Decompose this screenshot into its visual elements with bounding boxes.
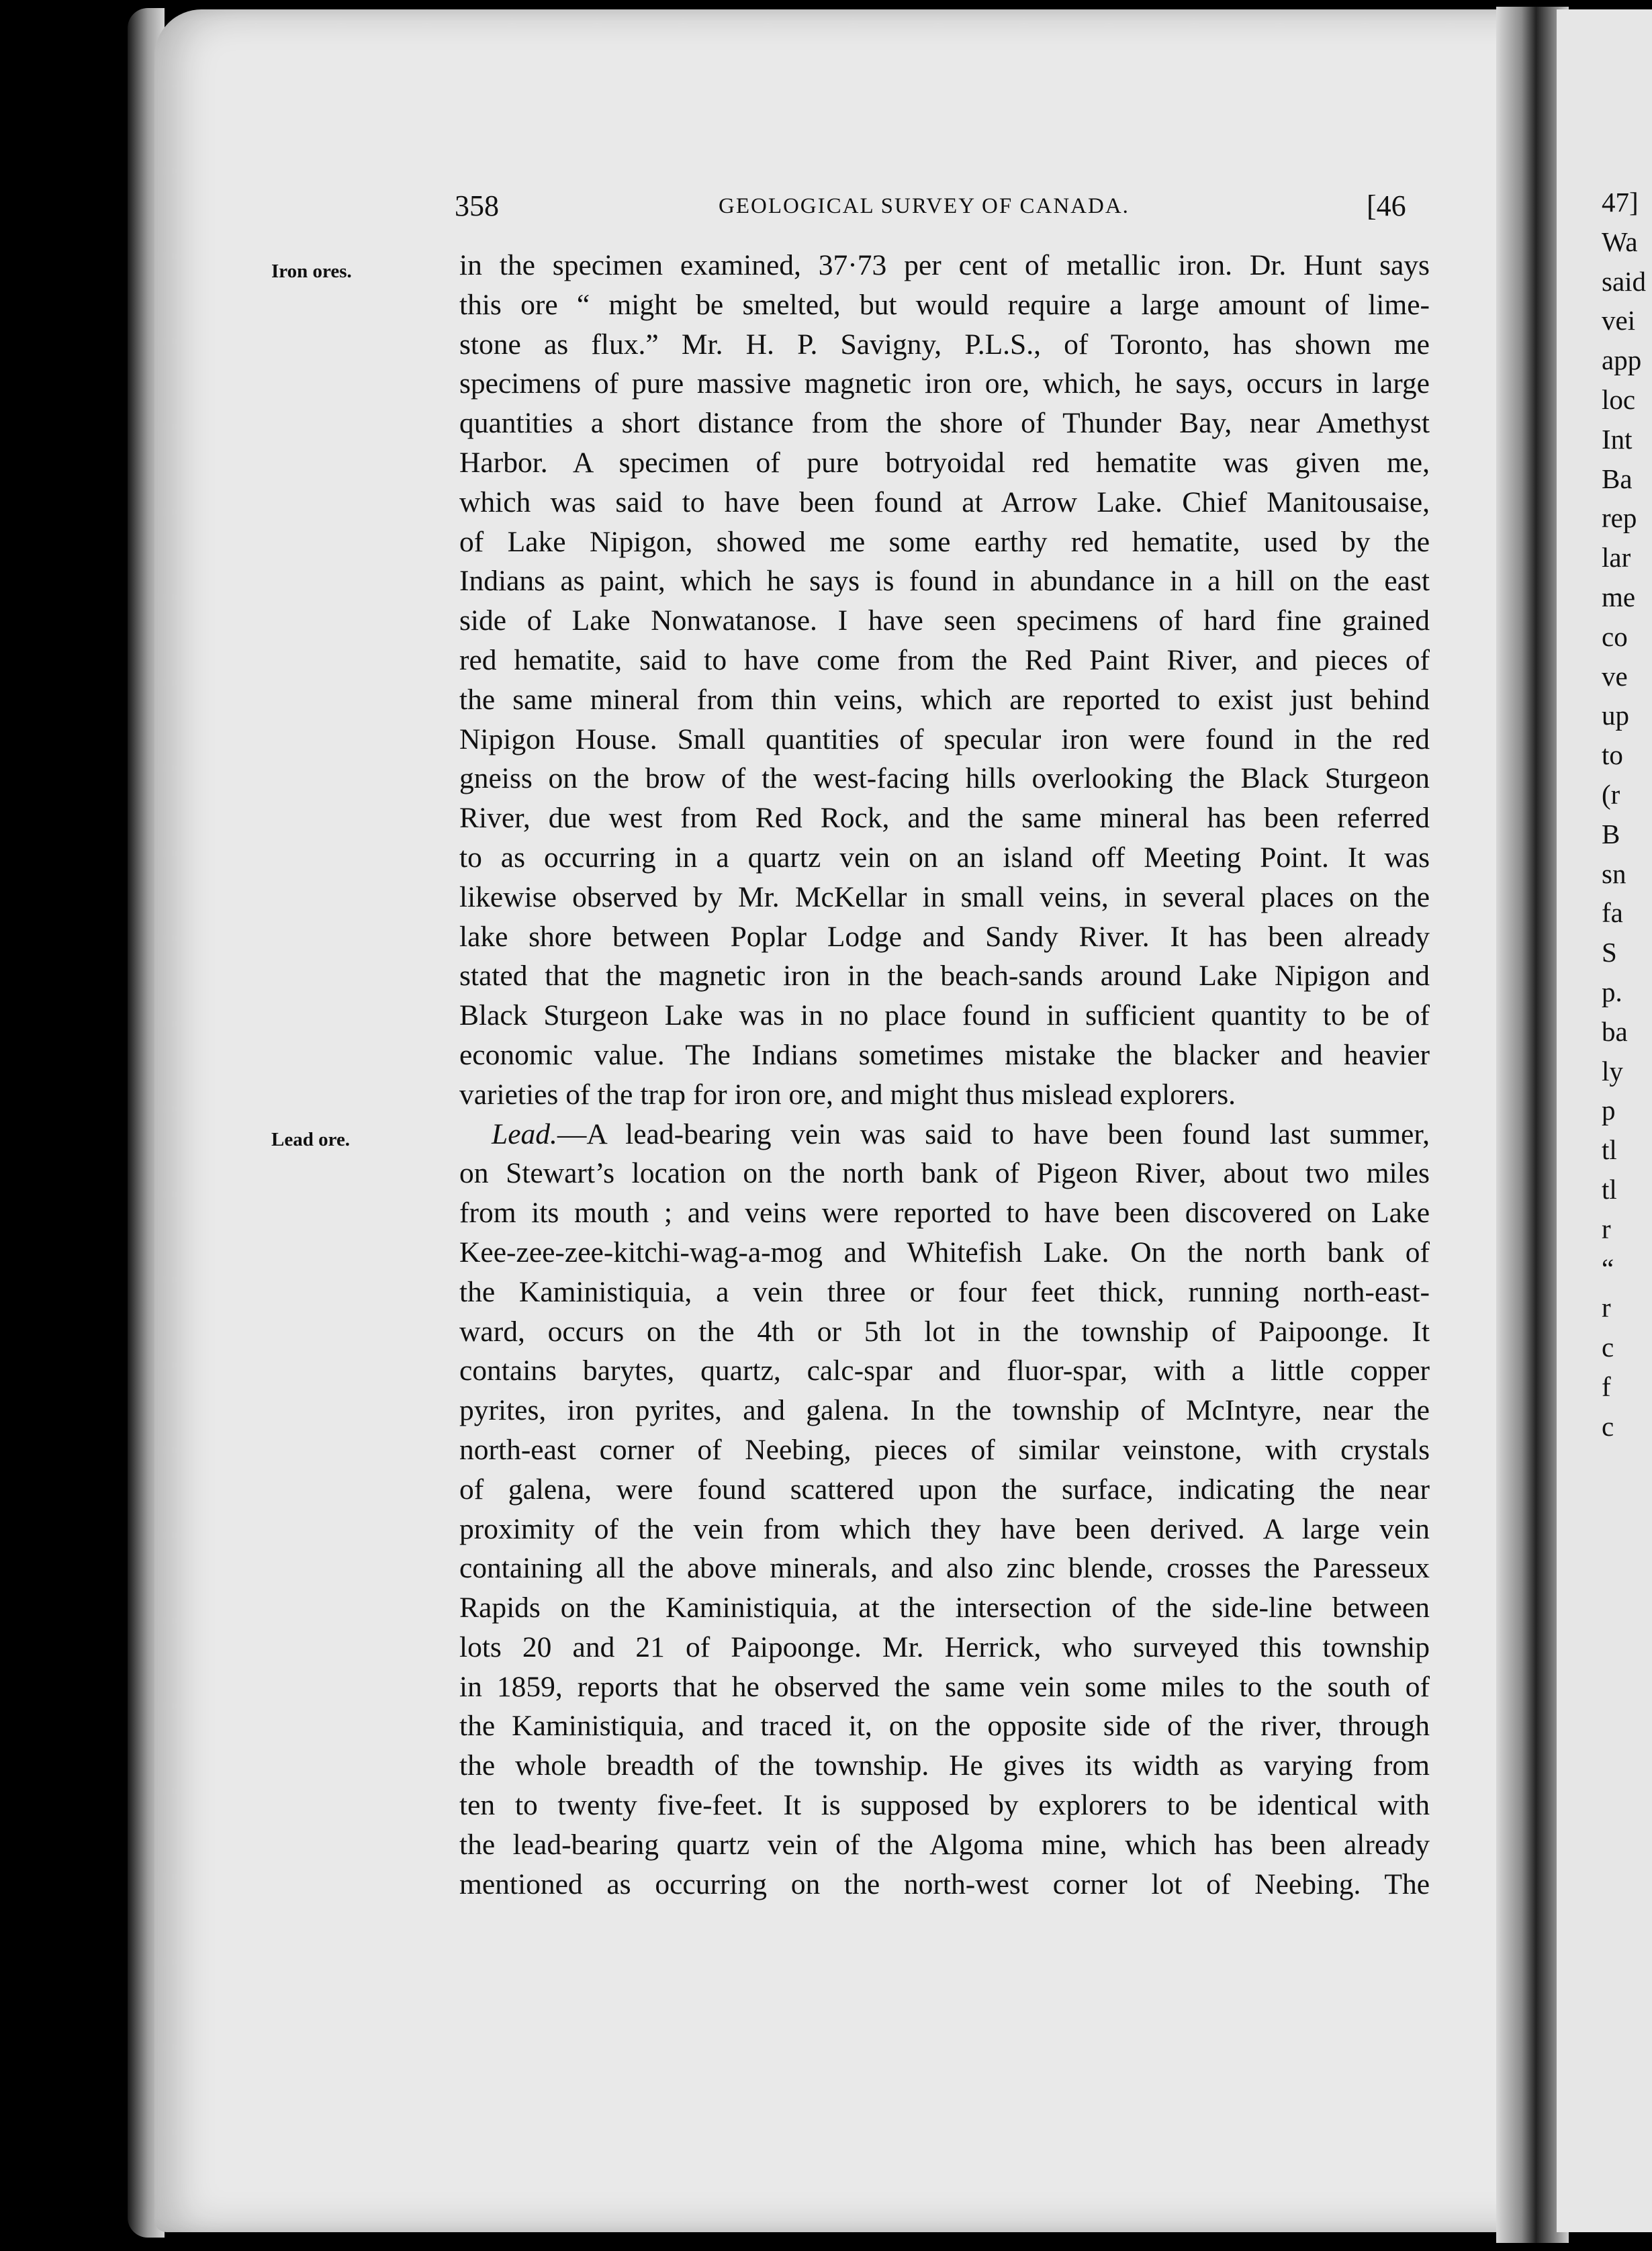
right-page-line-fragment: said <box>1602 265 1647 297</box>
text-line: contains barytes, quartz, calc-spar and fluor-spar, with a little copper <box>459 1354 1430 1387</box>
text-line: to as occurring in a quartz vein on an island off Meeting Point. It was <box>459 841 1430 874</box>
text-line: the lead-bearing quartz vein of the Algoma mine, which has been already <box>459 1828 1430 1861</box>
running-title: GEOLOGICAL SURVEY OF CANADA. <box>719 194 1130 218</box>
text-line: lake shore between Poplar Lodge and Sandy River. It has been already <box>459 920 1430 953</box>
text-line: which was said to have been found at Arrow Lake. Chief Manitousaise, <box>459 486 1430 518</box>
text-line: side of Lake Nonwatanose. I have seen specimens of hard fine grained <box>459 604 1430 637</box>
text-line: gneiss on the brow of the west-facing hills overlooking the Black Sturgeon <box>459 762 1430 795</box>
text-line: economic value. The Indians sometimes mistake the blacker and heavier <box>459 1038 1430 1071</box>
right-page-line-fragment: c <box>1602 1410 1614 1442</box>
right-page-line-fragment: rep <box>1602 502 1637 534</box>
body-text <box>459 246 1430 1904</box>
text-line: stated that the magnetic iron in the beach-sands around Lake Nipigon and <box>459 960 1430 993</box>
text-line: quantities a short distance from the shore of Thunder Bay, near Amethyst <box>459 407 1430 440</box>
right-page-header: 47] <box>1602 187 1639 218</box>
margin-note-iron-ores: Iron ores. <box>271 261 352 282</box>
text-line: ward, occurs on the 4th or 5th lot in the township of Paipoonge. It <box>459 1315 1430 1348</box>
right-page-line-fragment: (r <box>1602 778 1620 810</box>
text-line: north-east corner of Neebing, pieces of similar veinstone, with crystals <box>459 1433 1430 1466</box>
right-page-line-fragment: c <box>1602 1332 1614 1363</box>
text-line: from its mouth ; and veins were reported to have been discovered on Lake <box>459 1197 1430 1230</box>
right-page-line-fragment: r <box>1602 1292 1611 1324</box>
text-line: Harbor. A specimen of pure botryoidal red hematite was given me, <box>459 446 1430 479</box>
right-page-line-fragment <box>1602 1485 1652 1525</box>
text-line: varieties of the trap for iron ore, and might thus mislead explorers. <box>459 1078 1236 1111</box>
text-line: pyrites, iron pyrites, and galena. In the township of McIntyre, near the <box>459 1394 1430 1427</box>
text-line: Kee-zee-zee-kitchi-wag-a-mog and Whitefish Lake. On the north bank of <box>459 1236 1430 1269</box>
right-page-line-fragment <box>1602 1604 1652 1644</box>
right-page-line-fragment: me <box>1602 581 1636 612</box>
text-line <box>459 1115 1430 1154</box>
text-line: Rapids on the Kaministiquia, at the intersection of the side-line between <box>459 1592 1430 1624</box>
text-line: ten to twenty five-feet. It is supposed by explorers to be identical with <box>459 1789 1430 1822</box>
text-line: lots 20 and 21 of Paipoonge. Mr. Herrick, who surveyed this township <box>459 1630 1430 1663</box>
right-page-line-fragment: B <box>1602 818 1620 849</box>
page-number: 358 <box>455 189 499 222</box>
text-line: the same mineral from thin veins, which are reported to exist just behind <box>459 683 1430 716</box>
right-page-line-fragment: Int <box>1602 423 1633 455</box>
text-line: Nipigon House. Small quantities of specular iron were found in the red <box>459 723 1430 755</box>
lead-heading: Lead. <box>492 1117 557 1150</box>
right-page-line-fragment: “ <box>1602 1252 1614 1284</box>
signature-mark: [46 <box>1367 189 1406 222</box>
right-page-line-fragment: up <box>1602 700 1629 731</box>
right-page-line-fragment: lar <box>1602 542 1631 573</box>
text-line: in 1859, reports that he observed the same vein some miles to the south of <box>459 1670 1430 1703</box>
text-line: this ore “ might be smelted, but would require a large amount of lime- <box>459 288 1430 321</box>
right-page-line-fragment: ly <box>1602 1055 1623 1087</box>
text-line: likewise observed by Mr. McKellar in small veins, in several places on the <box>459 880 1430 913</box>
right-page-line-fragment: fa <box>1602 897 1623 929</box>
text-line: Black Sturgeon Lake was in no place found in sufficient quantity to be of <box>459 999 1430 1032</box>
right-page-line-fragment: ve <box>1602 660 1628 692</box>
right-page-line-fragment: S <box>1602 937 1617 968</box>
right-page-line-fragment: loc <box>1602 383 1636 415</box>
text-line-rest: —A lead-bearing vein was said to have been found last summer, <box>557 1117 1430 1150</box>
text-line: stone as flux.” Mr. H. P. Savigny, P.L.S., of Toronto, has shown me <box>459 328 1430 361</box>
text-line: the whole breadth of the township. He gives its width as varying from <box>459 1749 1430 1782</box>
right-page-line-fragment: vei <box>1602 305 1636 336</box>
text-line: of galena, were found scattered upon the surface, indicating the near <box>459 1473 1430 1506</box>
right-page-line-fragment: p <box>1602 1095 1616 1126</box>
right-page-text-fragments <box>1602 183 1652 1643</box>
right-page-line-fragment: f <box>1602 1371 1611 1402</box>
text-line: the Kaministiquia, a vein three or four feet thick, running north-east- <box>459 1275 1430 1308</box>
right-page-line-fragment: tl <box>1602 1173 1617 1205</box>
text-line: in the specimen examined, 37·73 per cent of metallic iron. Dr. Hunt says <box>459 249 1430 281</box>
right-page-line-fragment: co <box>1602 621 1628 652</box>
text-line: of Lake Nipigon, showed me some earthy red hematite, used by the <box>459 525 1430 558</box>
margin-note-lead-ore: Lead ore. <box>271 1129 351 1150</box>
right-page-line-fragment: to <box>1602 739 1623 771</box>
right-page-line-fragment: sn <box>1602 858 1626 889</box>
text-line: Indians as paint, which he says is found in abundance in a hill on the east <box>459 565 1430 598</box>
text-line: specimens of pure massive magnetic iron ore, which, he says, occurs in large <box>459 367 1430 400</box>
text-line: red hematite, said to have come from the Red Paint River, and pieces of <box>459 643 1430 676</box>
text-line: proximity of the vein from which they have been derived. A large vein <box>459 1512 1430 1545</box>
right-page-line-fragment <box>1602 1565 1652 1604</box>
right-page-line-fragment <box>1602 1446 1652 1486</box>
right-page-line-fragment: tl <box>1602 1134 1617 1166</box>
text-line: containing all the above minerals, and also zinc blende, crosses the Paresseux <box>459 1552 1430 1585</box>
right-page-line-fragment: app <box>1602 344 1642 376</box>
right-page-line-fragment: ba <box>1602 1015 1628 1047</box>
right-page-line-fragment: r <box>1602 1213 1611 1244</box>
text-line: mentioned as occurring on the north-west corner lot of Neebing. The <box>459 1868 1430 1900</box>
text-line: the Kaministiquia, and traced it, on the opposite side of the river, through <box>459 1710 1430 1743</box>
right-page-line-fragment <box>1602 1525 1652 1565</box>
text-line: on Stewart’s location on the north bank of Pigeon River, about two miles <box>459 1157 1430 1190</box>
text-line: River, due west from Red Rock, and the same mineral has been referred <box>459 802 1430 835</box>
right-page-line-fragment: Ba <box>1602 463 1633 494</box>
right-page-line-fragment: p. <box>1602 976 1622 1007</box>
right-page-line-fragment: Wa <box>1602 226 1638 257</box>
